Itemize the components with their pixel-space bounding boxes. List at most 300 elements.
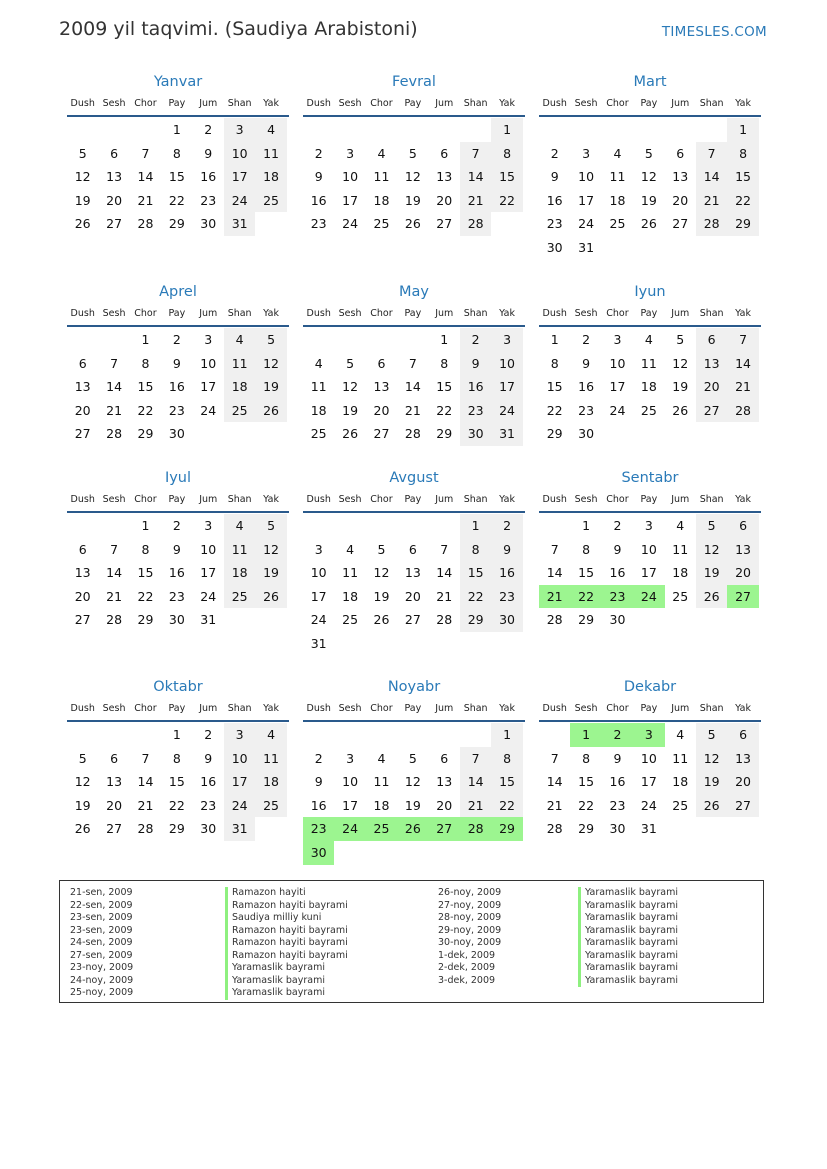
day-cell: 4 (346, 541, 355, 557)
day-cell: 9 (314, 169, 323, 185)
day-cell: 20 (727, 770, 758, 794)
day-cell: 12 (74, 774, 91, 790)
legend-holiday-name: Yaramaslik bayrami (225, 975, 348, 988)
day-cell: 9 (204, 145, 213, 161)
weekday-label: Jum (435, 98, 454, 109)
day-cell: 31 (640, 821, 657, 837)
day-cell: 9 (172, 541, 181, 557)
day-cell: 2 (172, 518, 181, 533)
day-cell: 26 (696, 585, 727, 609)
day-cell: 26 (255, 585, 286, 609)
empty-cell (67, 328, 98, 352)
legend-date: 22-sen, 2009 (70, 899, 133, 911)
day-cell: 25 (342, 612, 359, 628)
day-cell: 21 (727, 375, 758, 399)
day-cell: 1 (440, 332, 449, 347)
day-cell: 23 (546, 216, 563, 232)
day-cell: 30 (491, 608, 522, 632)
weekday-label: Yak (735, 494, 751, 505)
day-cell: 11 (255, 142, 286, 166)
day-cell: 25 (373, 216, 390, 232)
day-cell: 27 (74, 612, 91, 628)
day-cell: 20 (106, 797, 123, 813)
holiday-day-cell: 24 (633, 585, 664, 609)
month-name: Sentabr (621, 470, 679, 486)
holiday-day-cell: 27 (429, 817, 460, 841)
day-cell: 4 (377, 145, 386, 161)
day-cell: 10 (224, 142, 255, 166)
day-cell: 15 (491, 770, 522, 794)
day-cell: 29 (460, 608, 491, 632)
day-cell: 18 (342, 588, 359, 604)
day-cell: 7 (460, 142, 491, 166)
day-cell: 22 (137, 588, 154, 604)
day-cell: 13 (436, 169, 453, 185)
day-cell: 8 (491, 142, 522, 166)
legend-holiday-name: Saudiya milliy kuni (225, 912, 348, 925)
weekday-label: Dush (542, 308, 567, 319)
weekday-label: Shan (227, 308, 252, 319)
day-cell: 27 (106, 216, 123, 232)
day-cell: 17 (200, 379, 217, 395)
day-cell: 20 (436, 192, 453, 208)
legend-date: 25-noy, 2009 (70, 987, 134, 998)
weekday-label: Pay (404, 308, 422, 319)
day-cell: 23 (200, 797, 217, 813)
empty-cell (130, 118, 161, 142)
day-cell: 13 (727, 538, 758, 562)
day-cell: 25 (609, 216, 626, 232)
holiday-day-cell: 26 (397, 817, 428, 841)
day-cell: 8 (141, 541, 150, 557)
day-cell: 10 (342, 169, 359, 185)
day-cell: 30 (546, 239, 563, 255)
holiday-day-cell: 29 (491, 817, 522, 841)
weekday-label: Yak (263, 703, 279, 714)
day-cell: 22 (491, 794, 522, 818)
day-cell: 22 (168, 192, 185, 208)
day-cell: 26 (342, 426, 359, 442)
weekday-label: Jum (435, 308, 454, 319)
legend-date: 23-sen, 2009 (70, 924, 133, 936)
day-cell: 27 (436, 216, 453, 232)
day-cell: 17 (224, 770, 255, 794)
day-cell: 13 (696, 352, 727, 376)
day-cell: 7 (696, 142, 727, 166)
day-cell: 8 (491, 747, 522, 771)
day-cell: 6 (696, 328, 727, 352)
day-cell: 12 (342, 379, 359, 395)
weekday-label: Shan (699, 98, 724, 109)
legend-date: 27-sen, 2009 (70, 949, 133, 961)
legend-date: 28-noy, 2009 (438, 912, 502, 923)
holiday-day-cell: 27 (727, 585, 758, 609)
empty-cell (460, 723, 491, 747)
day-cell: 5 (78, 750, 87, 766)
weekday-header (67, 489, 289, 513)
day-cell: 26 (74, 821, 91, 837)
weekday-label: Shan (463, 703, 488, 714)
weekday-label: Chor (606, 98, 629, 109)
month-dekabr (539, 676, 761, 841)
day-cell: 4 (613, 145, 622, 161)
legend-date: 2-dek, 2009 (438, 962, 496, 973)
empty-cell (303, 514, 334, 538)
day-cell: 25 (672, 797, 689, 813)
day-cell: 30 (200, 216, 217, 232)
day-cell: 21 (106, 402, 123, 418)
day-cell: 12 (404, 169, 421, 185)
day-cell: 2 (582, 332, 591, 347)
weekday-header (303, 489, 525, 513)
day-cell: 10 (224, 747, 255, 771)
day-cell: 29 (137, 426, 154, 442)
empty-cell (366, 328, 397, 352)
weekday-label: Jum (199, 703, 218, 714)
day-cell: 25 (255, 794, 286, 818)
day-cell: 21 (696, 189, 727, 213)
day-cell: 25 (672, 588, 689, 604)
weekday-header (303, 303, 525, 327)
day-cell: 30 (609, 612, 626, 628)
legend-holiday-name: Yaramaslik bayrami (578, 962, 678, 975)
day-cell: 6 (377, 355, 386, 371)
day-cell: 5 (377, 541, 386, 557)
month-iyun (539, 281, 761, 446)
day-cell: 17 (640, 774, 657, 790)
days-grid (67, 723, 289, 841)
month-avgust (303, 467, 525, 656)
empty-cell (98, 118, 129, 142)
day-cell: 4 (676, 727, 685, 742)
empty-cell (303, 328, 334, 352)
day-cell: 22 (436, 402, 453, 418)
month-name: Avgust (389, 470, 439, 486)
day-cell: 3 (314, 541, 323, 557)
day-cell: 12 (640, 169, 657, 185)
weekday-label: Sesh (102, 494, 126, 505)
month-name: Iyul (164, 470, 192, 486)
weekday-label: Chor (134, 98, 157, 109)
day-cell: 29 (168, 216, 185, 232)
day-cell: 24 (200, 402, 217, 418)
weekday-label: Chor (606, 703, 629, 714)
day-cell: 16 (609, 565, 626, 581)
day-cell: 22 (546, 402, 563, 418)
month-aprel (67, 281, 289, 446)
day-cell: 3 (204, 518, 213, 533)
day-cell: 28 (546, 612, 563, 628)
day-cell: 16 (460, 375, 491, 399)
day-cell: 26 (74, 216, 91, 232)
day-cell: 5 (346, 355, 355, 371)
day-cell: 24 (640, 797, 657, 813)
day-cell: 16 (310, 192, 327, 208)
day-cell: 23 (460, 399, 491, 423)
day-cell: 17 (342, 192, 359, 208)
legend-holiday-name: Ramazon hayiti bayrami (225, 925, 348, 938)
day-cell: 10 (342, 774, 359, 790)
weekday-label: Sesh (338, 494, 362, 505)
legend-date: 23-noy, 2009 (70, 962, 134, 973)
day-cell: 1 (172, 727, 181, 742)
day-cell: 5 (696, 723, 727, 747)
day-cell: 30 (609, 821, 626, 837)
weekday-label: Sesh (102, 308, 126, 319)
day-cell: 28 (546, 821, 563, 837)
empty-cell (429, 514, 460, 538)
empty-cell (570, 118, 601, 142)
weekday-label: Chor (370, 308, 393, 319)
day-cell: 4 (255, 118, 286, 142)
month-name: Oktabr (153, 679, 203, 695)
legend-date: 24-sen, 2009 (70, 937, 133, 948)
brand-link[interactable]: TIMESLES.COM (661, 24, 767, 40)
weekday-header (67, 303, 289, 327)
day-cell: 19 (74, 797, 91, 813)
holiday-day-cell: 3 (633, 723, 664, 747)
weekday-header (539, 698, 761, 722)
weekday-label: Sesh (574, 308, 598, 319)
days-grid (303, 514, 525, 656)
legend-holiday-name: Yaramaslik bayrami (578, 900, 678, 913)
page-title: 2009 yil taqvimi. (Saudiya Arabistoni) (59, 18, 418, 40)
days-grid (67, 118, 289, 236)
day-cell: 26 (373, 612, 390, 628)
day-cell: 11 (373, 774, 390, 790)
day-cell: 11 (609, 169, 626, 185)
empty-cell (696, 118, 727, 142)
day-cell: 13 (404, 565, 421, 581)
day-cell: 4 (314, 355, 323, 371)
day-cell: 17 (578, 192, 595, 208)
day-cell: 7 (408, 355, 417, 371)
day-cell: 2 (460, 328, 491, 352)
day-cell: 20 (672, 192, 689, 208)
day-cell: 23 (310, 216, 327, 232)
weekday-label: Shan (463, 308, 488, 319)
weekday-label: Jum (199, 98, 218, 109)
day-cell: 25 (224, 585, 255, 609)
day-cell: 28 (460, 212, 491, 236)
day-cell: 1 (172, 122, 181, 137)
day-cell: 10 (200, 541, 217, 557)
weekday-label: Sesh (102, 703, 126, 714)
day-cell: 22 (727, 189, 758, 213)
day-cell: 14 (546, 774, 563, 790)
empty-cell (633, 118, 664, 142)
day-cell: 18 (373, 797, 390, 813)
month-noyabr (303, 676, 525, 865)
day-cell: 20 (404, 588, 421, 604)
day-cell: 2 (314, 750, 323, 766)
day-cell: 7 (550, 541, 559, 557)
weekday-label: Jum (199, 494, 218, 505)
day-cell: 21 (137, 797, 154, 813)
day-cell: 17 (491, 375, 522, 399)
day-cell: 14 (696, 165, 727, 189)
day-cell: 6 (78, 541, 87, 557)
day-cell: 1 (727, 118, 758, 142)
day-cell: 5 (78, 145, 87, 161)
weekday-label: Pay (168, 308, 186, 319)
day-cell: 6 (440, 750, 449, 766)
legend-date: 26-noy, 2009 (438, 887, 502, 898)
day-cell: 21 (137, 192, 154, 208)
day-cell: 23 (609, 797, 626, 813)
day-cell: 6 (408, 541, 417, 557)
month-name: Iyun (634, 284, 666, 300)
holiday-legend (59, 880, 764, 1003)
day-cell: 24 (491, 399, 522, 423)
legend-date: 3-dek, 2009 (438, 974, 496, 986)
day-cell: 14 (727, 352, 758, 376)
month-fevral (303, 71, 525, 236)
day-cell: 17 (224, 165, 255, 189)
day-cell: 17 (310, 588, 327, 604)
day-cell: 2 (550, 145, 559, 161)
day-cell: 22 (578, 797, 595, 813)
day-cell: 15 (137, 379, 154, 395)
day-cell: 10 (609, 355, 626, 371)
day-cell: 14 (106, 565, 123, 581)
day-cell: 14 (546, 565, 563, 581)
day-cell: 18 (373, 192, 390, 208)
day-cell: 28 (436, 612, 453, 628)
legend-date: 23-sen, 2009 (70, 912, 133, 923)
weekday-label: Jum (671, 494, 690, 505)
weekday-header (303, 93, 525, 117)
days-grid (539, 723, 761, 841)
empty-cell (602, 118, 633, 142)
empty-cell (334, 723, 365, 747)
weekday-label: Yak (499, 98, 515, 109)
day-cell: 8 (550, 355, 559, 371)
day-cell: 30 (578, 426, 595, 442)
weekday-label: Chor (134, 308, 157, 319)
day-cell: 19 (672, 379, 689, 395)
day-cell: 10 (640, 750, 657, 766)
day-cell: 6 (676, 145, 685, 161)
day-cell: 1 (491, 723, 522, 747)
day-cell: 31 (310, 635, 327, 651)
day-cell: 28 (137, 216, 154, 232)
weekday-label: Yak (735, 308, 751, 319)
weekday-label: Chor (134, 703, 157, 714)
month-mart (539, 71, 761, 260)
day-cell: 19 (404, 192, 421, 208)
legend-dates-col-1 (70, 887, 133, 1000)
day-cell: 5 (255, 328, 286, 352)
weekday-label: Shan (463, 98, 488, 109)
day-cell: 7 (141, 750, 150, 766)
weekday-label: Dush (70, 703, 95, 714)
day-cell: 6 (440, 145, 449, 161)
day-cell: 27 (74, 426, 91, 442)
weekday-label: Shan (227, 98, 252, 109)
day-cell: 16 (546, 192, 563, 208)
day-cell: 25 (310, 426, 327, 442)
legend-holiday-name: Yaramaslik bayrami (578, 975, 678, 988)
day-cell: 1 (582, 518, 591, 533)
day-cell: 12 (696, 538, 727, 562)
day-cell: 23 (491, 585, 522, 609)
weekday-label: Shan (699, 494, 724, 505)
day-cell: 6 (727, 514, 758, 538)
day-cell: 26 (255, 399, 286, 423)
weekday-label: Sesh (338, 308, 362, 319)
day-cell: 15 (491, 165, 522, 189)
day-cell: 1 (141, 518, 150, 533)
day-cell: 6 (110, 750, 119, 766)
day-cell: 27 (727, 794, 758, 818)
day-cell: 28 (727, 399, 758, 423)
day-cell: 10 (491, 352, 522, 376)
day-cell: 7 (440, 541, 449, 557)
day-cell: 13 (74, 565, 91, 581)
day-cell: 2 (172, 332, 181, 347)
legend-holiday-name: Yaramaslik bayrami (578, 887, 678, 900)
day-cell: 4 (255, 723, 286, 747)
legend-date: 21-sen, 2009 (70, 887, 133, 898)
weekday-label: Dush (306, 308, 331, 319)
legend-date: 1-dek, 2009 (438, 949, 496, 961)
legend-holiday-name: Ramazon hayiti bayrami (225, 950, 348, 963)
day-cell: 24 (609, 402, 626, 418)
legend-date: 30-noy, 2009 (438, 937, 502, 948)
day-cell: 27 (696, 399, 727, 423)
day-cell: 19 (373, 588, 390, 604)
day-cell: 12 (74, 169, 91, 185)
weekday-label: Dush (542, 703, 567, 714)
day-cell: 20 (106, 192, 123, 208)
weekday-label: Dush (306, 703, 331, 714)
holiday-day-cell: 23 (602, 585, 633, 609)
weekday-label: Dush (306, 98, 331, 109)
weekday-label: Chor (606, 494, 629, 505)
day-cell: 11 (672, 750, 689, 766)
day-cell: 20 (727, 561, 758, 585)
weekday-label: Chor (134, 494, 157, 505)
days-grid (539, 118, 761, 260)
day-cell: 15 (168, 774, 185, 790)
day-cell: 13 (106, 169, 123, 185)
holiday-day-cell: 30 (303, 841, 334, 865)
day-cell: 16 (578, 379, 595, 395)
day-cell: 9 (613, 750, 622, 766)
day-cell: 7 (110, 541, 119, 557)
day-cell: 26 (404, 216, 421, 232)
day-cell: 18 (255, 770, 286, 794)
day-cell: 2 (314, 145, 323, 161)
legend-holiday-name: Yaramaslik bayrami (225, 987, 348, 1000)
month-name: Yanvar (153, 74, 203, 90)
holiday-day-cell: 21 (539, 585, 570, 609)
day-cell: 27 (404, 612, 421, 628)
day-cell: 24 (224, 189, 255, 213)
weekday-label: Pay (404, 703, 422, 714)
day-cell: 15 (727, 165, 758, 189)
weekday-label: Yak (735, 98, 751, 109)
day-cell: 11 (310, 379, 327, 395)
day-cell: 14 (137, 774, 154, 790)
day-cell: 29 (436, 426, 453, 442)
weekday-label: Jum (671, 703, 690, 714)
month-may (303, 281, 525, 446)
day-cell: 1 (141, 332, 150, 347)
day-cell: 23 (578, 402, 595, 418)
days-grid (539, 514, 761, 632)
